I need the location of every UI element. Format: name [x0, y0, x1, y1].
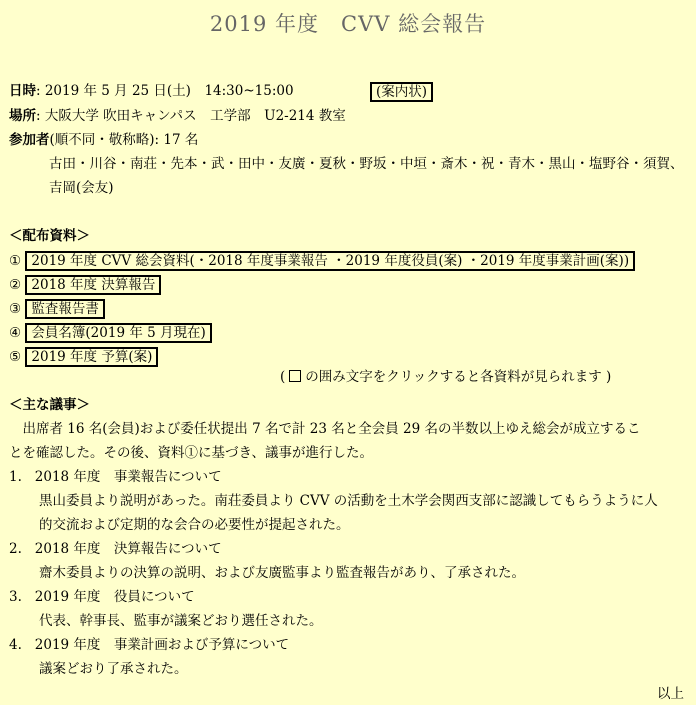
invitation-row [370, 82, 433, 102]
distribution-item [9, 251, 635, 271]
invitation-link[interactable]: (案内状) [370, 82, 433, 102]
place-label: 場所 [9, 108, 36, 124]
agenda-item-title [9, 588, 195, 606]
item-number: ① [9, 253, 22, 269]
doc-link-general-meeting[interactable]: 2019 年度 CVV 総会資料(・2018 年度事業報告 ・2019 年度役員(案) ・2019 年度事業計画(案)) [25, 251, 635, 271]
agenda-item-title-text: 2018 年度 決算報告について [34, 541, 222, 557]
attendees-names-2: 吉岡(会友) [49, 180, 114, 196]
closing-text: 以上 [657, 686, 684, 702]
box-icon [289, 370, 301, 382]
distribution-item [9, 299, 105, 319]
agenda-item-title-text: 2019 年度 役員について [34, 589, 195, 605]
agenda-item-title [9, 636, 289, 654]
agenda-intro-2: とを確認した。その後、資料①に基づき、議事が進行した。 [9, 445, 373, 461]
agenda-item-title-text: 2019 年度 事業計画および予算について [34, 637, 290, 653]
agenda-item-body: 齋木委員よりの決算の説明、および友廣監事より監査報告があり、了承された。 [39, 565, 525, 581]
doc-link-budget[interactable]: 2019 年度 予算(案) [25, 347, 158, 367]
place-value: : 大阪大学 吹田キャンパス 工学部 U2-214 教室 [36, 108, 346, 124]
agenda-intro-1: 出席者 16 名(会員)および委任状提出 7 名で計 23 名と全会員 29 名の半数以上ゆえ総会が成立するこ [9, 421, 641, 437]
agenda-item-body: 黒山委員より説明があった。南荘委員より CVV の活動を土木学会関西支部に認識してもらうように人 [39, 493, 658, 509]
hint-text: の囲み文字をクリックすると各資料が見られます ) [305, 369, 612, 385]
agenda-item-body: 議案どおり了承された。 [39, 661, 188, 677]
distribution-item [9, 347, 158, 367]
agenda-item-body: 的交流および定期的な会合の必要性が提起された。 [39, 517, 350, 533]
agenda-item-number: 4. [9, 637, 22, 653]
distribution-item [9, 275, 161, 295]
item-number: ② [9, 277, 22, 293]
agenda-item-body: 代表、幹事長、監事が議案どおり選任された。 [39, 613, 323, 629]
page-title: 2019 年度 CVV 総会報告 [209, 12, 487, 36]
date-label: 日時 [9, 83, 36, 99]
distribution-heading: ＜配布資料＞ [9, 228, 90, 244]
attendees-note: (順不同・敬称略) [49, 132, 155, 148]
agenda-item-number: 3. [9, 589, 22, 605]
item-number: ③ [9, 301, 22, 317]
agenda-item-number: 1. [9, 469, 22, 485]
date-row [9, 82, 294, 100]
distribution-item [9, 323, 212, 343]
attendees-row [9, 131, 198, 149]
agenda-item-number: 2. [9, 541, 22, 557]
doc-link-audit[interactable]: 監査報告書 [25, 299, 105, 319]
agenda-item-title-text: 2018 年度 事業報告について [34, 469, 222, 485]
place-row [9, 107, 346, 125]
date-value: : 2019 年 5 月 25 日(土) 14:30~15:00 [36, 83, 294, 99]
attendees-names-1: 古田・川谷・南荘・先本・武・田中・友廣・夏秋・野坂・中垣・斎木・祝・青木・黒山・塩野谷・須賀、 [49, 156, 684, 172]
agenda-item-title [9, 468, 222, 486]
item-number: ⑤ [9, 349, 22, 365]
attendees-count: : 17 名 [154, 132, 199, 148]
attendees-label: 参加者 [9, 132, 50, 148]
doc-link-settlement[interactable]: 2018 年度 決算報告 [25, 275, 161, 295]
agenda-item-title [9, 540, 222, 558]
agenda-heading: ＜主な議事＞ [9, 397, 90, 413]
hint-paren: ( [280, 369, 286, 385]
click-hint [280, 368, 611, 386]
item-number: ④ [9, 325, 22, 341]
doc-link-member-list[interactable]: 会員名簿(2019 年 5 月現在) [25, 323, 211, 343]
